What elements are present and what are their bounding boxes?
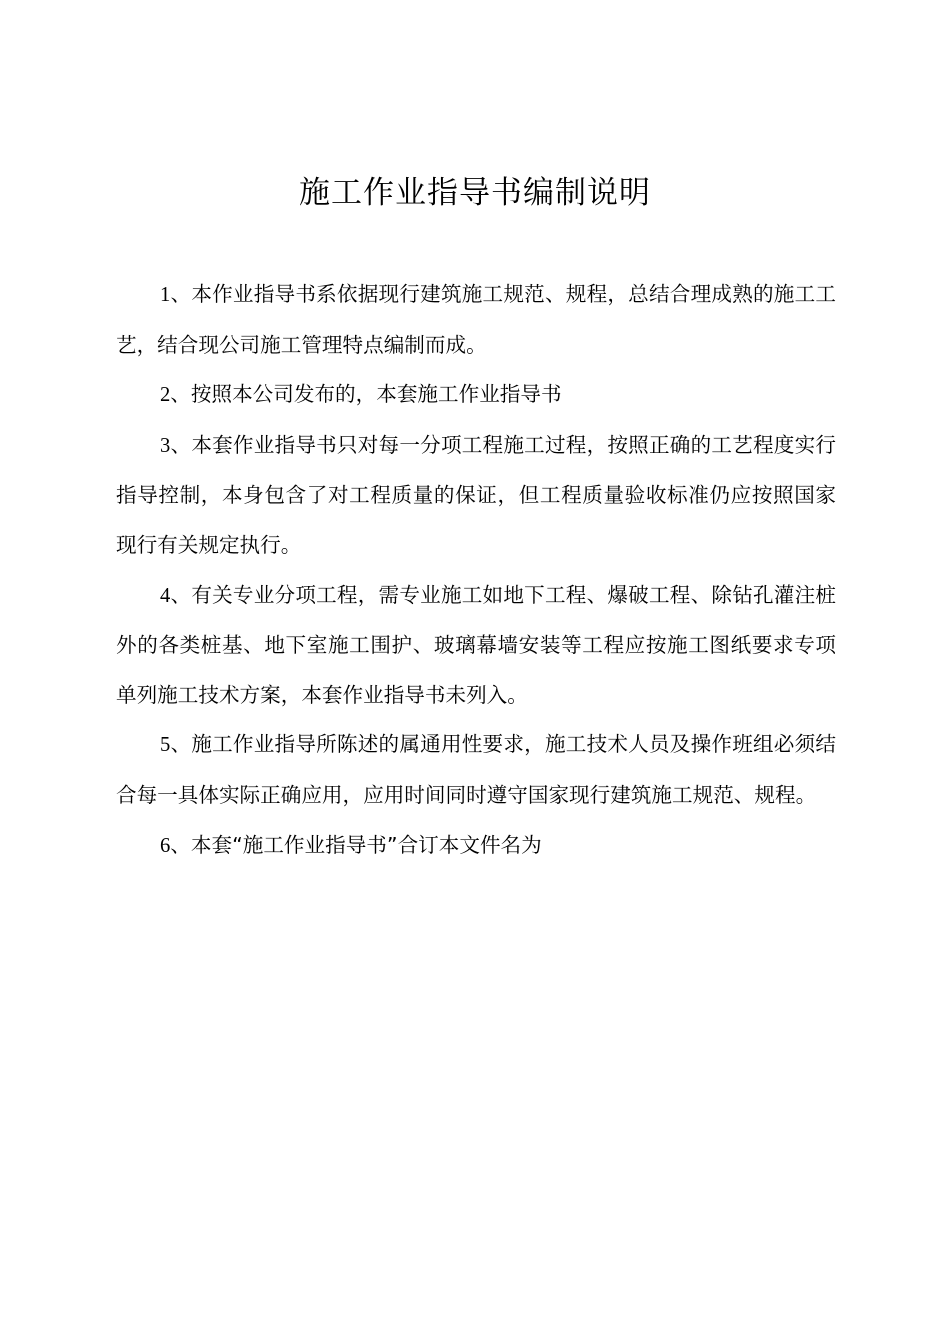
paragraph-separator: 、: [170, 732, 192, 757]
paragraph-text: 有关专业分项工程，需专业施工如地下工程、爆破工程、除钻孔灌注桩外的各类桩基、地下室施工围护、玻璃幕墙安装等工程应按施工图纸要求专项单列施工技术方案，本套作业指导书未列入。: [116, 582, 836, 707]
paragraph-text: 本套作业指导书只对每一分项工程施工过程，按照正确的工艺程度实行指导控制，本身包含了对工程质量的保证，但工程质量验收标准仍应按照国家现行有关规定执行。: [116, 432, 836, 557]
paragraph-separator: 、: [170, 382, 191, 407]
paragraph-number: 2: [160, 384, 171, 407]
paragraph-separator: 、: [170, 832, 191, 857]
paragraph-number: 6: [160, 834, 171, 857]
paragraph-3: [116, 421, 836, 571]
paragraph-number: 5: [160, 734, 171, 757]
paragraph-5: [116, 720, 836, 820]
paragraph-4: [116, 571, 836, 721]
paragraph-number: 3: [160, 434, 171, 457]
paragraph-separator: 、: [170, 582, 192, 607]
document-body: [116, 270, 836, 871]
paragraph-1: [116, 270, 836, 370]
document-title: 施工作业指导书编制说明: [299, 175, 651, 211]
paragraph-2: [116, 370, 836, 421]
paragraph-6: [116, 821, 836, 872]
paragraph-text: 施工作业指导所陈述的属通用性要求，施工技术人员及操作班组必须结合每一具体实际正确应用，应用时间同时遵守国家现行建筑施工规范、规程。: [116, 732, 836, 807]
paragraph-text: 按照本公司发布的，本套施工作业指导书: [190, 382, 562, 407]
paragraph-number: 1: [160, 284, 171, 306]
paragraph-number: 4: [160, 584, 171, 607]
paragraph-text: 本套“施工作业指导书”合订本文件名为: [190, 832, 542, 857]
paragraph-separator: 、: [170, 432, 192, 457]
paragraph-separator: 、: [170, 282, 192, 306]
paragraph-text: 本作业指导书系依据现行建筑施工规范、规程，总结合理成熟的施工工艺，结合现公司施工管理特点编制而成。: [116, 282, 836, 357]
